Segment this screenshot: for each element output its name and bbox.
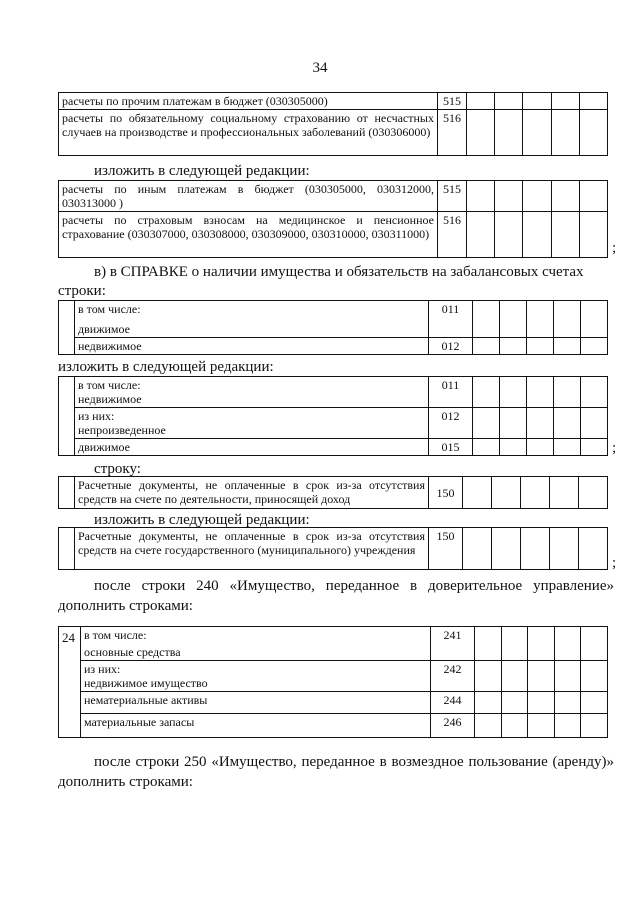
table-row: [59, 692, 608, 714]
row-code: 150: [429, 477, 463, 509]
row-text: расчеты по прочим платежам в бюджет (030305000): [59, 93, 438, 110]
row-code: 011: [429, 301, 473, 338]
row-text: расчеты по обязательному социальному страхованию от несчастных случаев на производстве и профессиональных заболеваний (030306000): [59, 110, 438, 156]
table-row: [59, 477, 608, 509]
row-text: в том числе: основные средства: [81, 627, 431, 661]
row-code: 012: [429, 408, 473, 439]
table-row: [59, 528, 608, 570]
table-row: [59, 714, 608, 738]
row-code: 515: [438, 93, 467, 110]
row-code: 150: [429, 528, 463, 570]
row-text: в том числе: движимое: [75, 301, 429, 338]
row-text: нематериальные активы: [81, 692, 431, 714]
row-code: 011: [429, 377, 473, 408]
row-code: 012: [429, 338, 473, 355]
row-text: расчеты по страховым взносам на медицинское и пенсионное страхование (030307000, 030308000, 030309000, 030310000, 030311000): [59, 212, 438, 258]
row-code: 244: [431, 692, 475, 714]
table-row: [59, 93, 608, 110]
table-new-011-015: [58, 376, 608, 456]
row-text: недвижимое: [75, 338, 429, 355]
table-row: [59, 110, 608, 156]
heading-new-edition-1: изложить в следующей редакции:: [94, 163, 310, 179]
row-text: в том числе: недвижимое: [75, 377, 429, 408]
table-new-515-516: [58, 180, 608, 258]
heading-new-edition-2: изложить в следующей редакции:: [58, 359, 274, 375]
semicolon: ;: [612, 555, 617, 571]
table-row: [59, 408, 608, 439]
row-code: 516: [438, 110, 467, 156]
table-row: [59, 338, 608, 355]
table-row: [59, 439, 608, 456]
paragraph-250: после строки 250 «Имущество, переданное в возмездное пользование (аренду)» дополнить строками:: [58, 754, 614, 790]
table-old-011-012: [58, 300, 608, 355]
table-row: [59, 661, 608, 692]
label-stroku: строку:: [94, 461, 141, 477]
row-code: 015: [429, 439, 473, 456]
semicolon: ;: [612, 240, 617, 256]
row-code: 242: [431, 661, 475, 692]
heading-new-edition-3: изложить в следующей редакции:: [94, 512, 310, 528]
label-stroki: строки:: [58, 283, 106, 299]
paragraph-240: после строки 240 «Имущество, переданное в доверительное управление» дополнить строками:: [58, 578, 614, 614]
page-number: 34: [312, 60, 328, 76]
table-row: [59, 627, 608, 661]
paragraph-v: в) в СПРАВКЕ о наличии имущества и обязательств на забалансовых счетах: [94, 264, 584, 280]
row-code: 516: [438, 212, 467, 258]
row-code: 246: [431, 714, 475, 738]
row-prefix: 24: [59, 627, 81, 738]
table-row: [59, 212, 608, 258]
row-text: из них: непроизведенное: [75, 408, 429, 439]
row-text: Расчетные документы, не оплаченные в срок из-за отсутствия средств на счете по деятельности, приносящей доход: [75, 477, 429, 509]
row-text: Расчетные документы, не оплаченные в срок из-за отсутствия средств на счете государственного (муниципального) учреждения: [75, 528, 429, 570]
row-text: из них: недвижимое имущество: [81, 661, 431, 692]
table-row: [59, 301, 608, 338]
row-text: расчеты по иным платежам в бюджет (030305000, 030312000, 030313000 ): [59, 181, 438, 212]
row-text: материальные запасы: [81, 714, 431, 738]
row-text: движимое: [75, 439, 429, 456]
table-row: [59, 377, 608, 408]
row-code: 241: [431, 627, 475, 661]
table-add-241-246: [58, 626, 608, 738]
table-row: [59, 181, 608, 212]
table-old-150: [58, 476, 608, 509]
table-new-150: [58, 527, 608, 570]
table-old-515-516: [58, 92, 608, 156]
semicolon: ;: [612, 440, 617, 456]
row-code: 515: [438, 181, 467, 212]
